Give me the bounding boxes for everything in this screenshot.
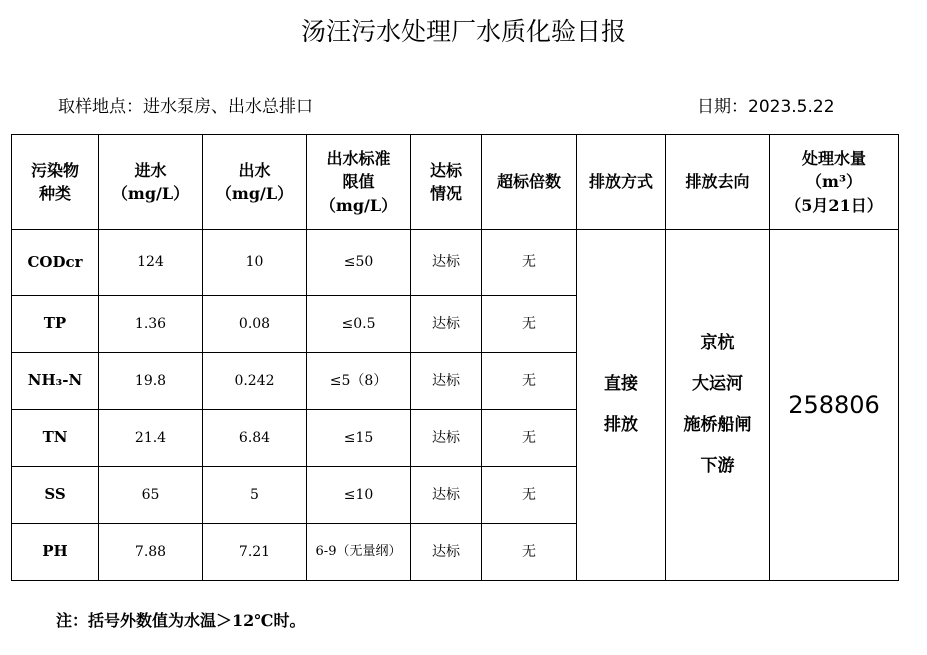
compliance-status: 达标 xyxy=(411,353,482,410)
header-discharge-mode: 排放方式 xyxy=(577,135,666,230)
header-row xyxy=(12,135,899,230)
exceed-multiple: 无 xyxy=(482,296,577,353)
header-compliance-line2: 情况 xyxy=(429,184,462,203)
header-discharge-dest: 排放去向 xyxy=(666,135,770,230)
table-row xyxy=(12,230,899,296)
inflow-value: 21.4 xyxy=(99,410,203,467)
inflow-value: 1.36 xyxy=(99,296,203,353)
exceed-multiple: 无 xyxy=(482,410,577,467)
compliance-status: 达标 xyxy=(411,524,482,581)
limit-value: ≤15 xyxy=(307,410,411,467)
treated-volume-value: 258806 xyxy=(770,230,899,581)
pollutant-name: SS xyxy=(12,467,99,524)
limit-value: ≤10 xyxy=(307,467,411,524)
header-pollutant-line2: 种类 xyxy=(38,184,71,203)
inflow-value: 65 xyxy=(99,467,203,524)
header-volume xyxy=(770,135,899,230)
limit-value: ≤50 xyxy=(307,230,411,296)
discharge-dest-line2: 大运河 xyxy=(692,374,743,395)
header-inflow-line2: （mg/L） xyxy=(111,184,190,203)
inflow-value: 124 xyxy=(99,230,203,296)
outflow-value: 7.21 xyxy=(203,524,307,581)
limit-value: 6-9（无量纲） xyxy=(307,524,411,581)
outflow-value: 0.08 xyxy=(203,296,307,353)
header-volume-line2: （m³） xyxy=(806,172,862,192)
exceed-multiple: 无 xyxy=(482,353,577,410)
report-title: 汤汪污水处理厂水质化验日报 xyxy=(300,17,626,46)
compliance-status: 达标 xyxy=(411,467,482,524)
pollutant-name: NH₃-N xyxy=(12,353,99,410)
header-compliance xyxy=(411,135,482,230)
header-standard-line1: 出水标准 xyxy=(326,149,391,169)
outflow-value: 10 xyxy=(203,230,307,296)
pollutant-name: PH xyxy=(12,524,99,581)
outflow-value: 6.84 xyxy=(203,410,307,467)
header-standard-line2: 限值 xyxy=(342,172,375,192)
limit-value: ≤0.5 xyxy=(307,296,411,353)
pollutant-name: CODcr xyxy=(12,230,99,296)
report-date: 日期：2023.5.22 xyxy=(697,97,835,117)
header-outflow xyxy=(203,135,307,230)
sampling-location: 取样地点：进水泵房、出水总排口 xyxy=(58,97,313,117)
header-compliance-line1: 达标 xyxy=(429,160,462,180)
compliance-status: 达标 xyxy=(411,410,482,467)
header-volume-line3: （5月21日） xyxy=(785,195,883,215)
footnote: 注：括号外数值为水温＞12℃时。 xyxy=(56,611,306,630)
pollutant-name: TN xyxy=(12,410,99,467)
discharge-mode-line1: 直接 xyxy=(604,374,638,395)
header-standard xyxy=(307,135,411,230)
discharge-dest-line1: 京杭 xyxy=(700,333,735,354)
exceed-multiple: 无 xyxy=(482,467,577,524)
exceed-multiple: 无 xyxy=(482,230,577,296)
water-quality-table xyxy=(11,134,899,581)
discharge-dest-line3: 施桥船闸 xyxy=(683,415,752,435)
inflow-value: 19.8 xyxy=(99,353,203,410)
discharge-dest-line4: 下游 xyxy=(700,455,735,476)
discharge-mode-line2: 排放 xyxy=(604,415,638,435)
discharge-mode-cell xyxy=(577,230,666,581)
header-inflow-line1: 进水 xyxy=(134,160,167,180)
exceed-multiple: 无 xyxy=(482,524,577,581)
pollutant-name: TP xyxy=(12,296,99,353)
outflow-value: 0.242 xyxy=(203,353,307,410)
header-pollutant xyxy=(12,135,99,230)
inflow-value: 7.88 xyxy=(99,524,203,581)
header-outflow-line2: （mg/L） xyxy=(215,184,294,203)
discharge-dest-cell xyxy=(666,230,770,581)
header-volume-line1: 处理水量 xyxy=(801,149,866,169)
limit-value: ≤5（8） xyxy=(307,353,411,410)
compliance-status: 达标 xyxy=(411,230,482,296)
header-standard-line3: （mg/L） xyxy=(319,195,398,215)
header-outflow-line1: 出水 xyxy=(238,160,271,180)
header-inflow xyxy=(99,135,203,230)
header-exceed: 超标倍数 xyxy=(482,135,577,230)
outflow-value: 5 xyxy=(203,467,307,524)
compliance-status: 达标 xyxy=(411,296,482,353)
header-pollutant-line1: 污染物 xyxy=(30,160,79,180)
